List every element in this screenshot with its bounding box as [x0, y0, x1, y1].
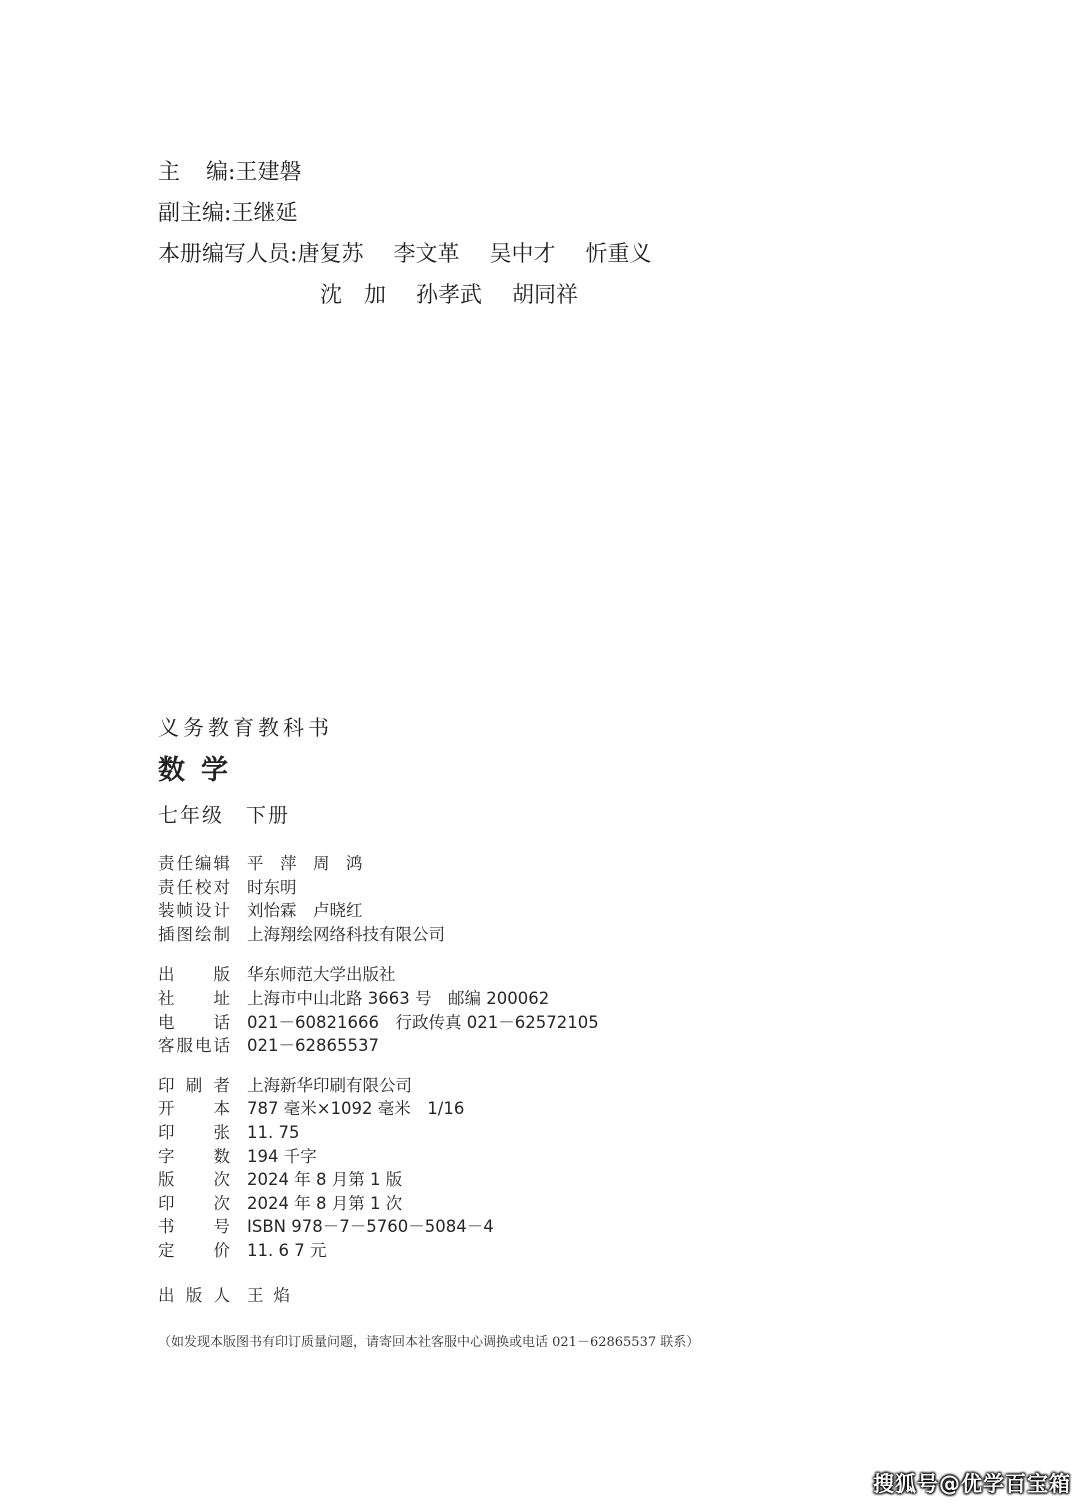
info-value: 2024 年 8 月第 1 版 — [247, 1170, 403, 1190]
watermark: 搜狐号@优学百宝箱 — [873, 1472, 1071, 1496]
writer-name: 沈 加 — [320, 283, 387, 308]
printing-group — [158, 1074, 599, 1263]
info-key: 出版 — [158, 965, 230, 985]
writers-row-2 — [158, 275, 682, 316]
publisher-person-row — [158, 1284, 300, 1308]
writer-name: 唐复苏 — [297, 242, 364, 267]
chief-editor-row — [158, 152, 682, 193]
info-value: 11. 6 7 元 — [247, 1240, 327, 1260]
info-row — [158, 1192, 599, 1216]
info-value: 194 千字 — [247, 1146, 317, 1166]
info-row — [158, 1239, 599, 1263]
info-key: 电话 — [158, 1012, 230, 1032]
info-row — [158, 1168, 599, 1192]
publisher-person-name: 王焰 — [247, 1286, 300, 1305]
writer-name: 孙孝武 — [416, 283, 483, 308]
grade-label: 七年级 — [158, 803, 224, 827]
info-value: 2024 年 8 月第 1 次 — [247, 1193, 403, 1213]
editors-block — [158, 152, 682, 316]
info-row — [158, 899, 599, 923]
publication-info — [158, 852, 599, 1279]
info-value: 上海市中山北路 3663 号 邮编 200062 — [247, 988, 550, 1008]
info-row — [158, 923, 599, 947]
info-value: 时东明 — [247, 877, 297, 897]
info-key: 印次 — [158, 1193, 230, 1213]
info-key: 版次 — [158, 1170, 230, 1190]
info-value: 刘怡霖 卢晓红 — [247, 901, 363, 921]
chief-editor-name: 王建磐 — [235, 160, 302, 185]
info-row — [158, 1121, 599, 1145]
info-row — [158, 1011, 599, 1035]
deputy-editor-sep: : — [224, 201, 232, 226]
chief-editor-sep: : — [228, 160, 236, 185]
publisher-group — [158, 963, 599, 1057]
info-row — [158, 876, 599, 900]
info-key: 社址 — [158, 988, 230, 1008]
info-value: 021－60821666 行政传真 021－62572105 — [247, 1012, 599, 1032]
info-value: 华东师范大学出版社 — [247, 965, 396, 985]
deputy-editor-name: 王继延 — [231, 201, 298, 226]
writer-name: 李文革 — [393, 242, 460, 267]
info-value: 787 毫米×1092 毫米 1/16 — [247, 1099, 465, 1119]
info-row — [158, 1215, 599, 1239]
info-row — [158, 987, 599, 1011]
publisher-person-key: 出版人 — [158, 1286, 230, 1305]
info-key: 责任编辑 — [158, 854, 230, 873]
writer-name: 胡同祥 — [512, 283, 579, 308]
book-title: 数学 — [158, 755, 244, 786]
info-row — [158, 963, 599, 987]
info-value: 上海新华印刷有限公司 — [247, 1075, 412, 1095]
info-value: 平 萍 周 鸿 — [247, 854, 363, 873]
book-grade — [158, 800, 333, 830]
book-series: 义务教育教科书 — [158, 716, 333, 740]
info-key: 装帧设计 — [158, 901, 230, 921]
volume-label: 下册 — [246, 803, 290, 827]
info-key: 插图绘制 — [158, 924, 230, 944]
info-value: 11. 75 — [247, 1122, 300, 1142]
info-row — [158, 1145, 599, 1169]
writer-name: 忻重义 — [585, 242, 652, 267]
info-row — [158, 1097, 599, 1121]
writers-sep: : — [290, 242, 298, 267]
info-value: ISBN 978－7－5760－5084－4 — [247, 1217, 494, 1237]
info-key: 开本 — [158, 1099, 230, 1119]
info-key: 印张 — [158, 1122, 230, 1142]
writers-label: 本册编写人员 — [158, 242, 291, 267]
info-key: 字数 — [158, 1146, 230, 1166]
info-value: 021－62865537 — [247, 1036, 379, 1056]
writers-row-1 — [158, 234, 682, 275]
info-key: 书号 — [158, 1217, 230, 1237]
chief-editor-label: 主 编 — [158, 160, 229, 185]
info-value: 上海翔绘网络科技有限公司 — [247, 924, 445, 944]
info-key: 印刷者 — [158, 1075, 230, 1095]
info-key: 定价 — [158, 1240, 230, 1260]
staff-group — [158, 852, 599, 946]
info-row — [158, 852, 599, 876]
info-key: 客服电话 — [158, 1036, 230, 1056]
writer-name: 吴中才 — [489, 242, 556, 267]
info-row — [158, 1074, 599, 1098]
deputy-editor-row — [158, 193, 682, 234]
quality-note: （如发现本版图书有印订质量问题，请寄回本社客服中心调换或电话 021－62865537 联系） — [158, 1335, 700, 1350]
deputy-editor-label: 副主编 — [158, 201, 225, 226]
info-row — [158, 1034, 599, 1058]
info-key: 责任校对 — [158, 877, 230, 897]
book-title-block — [158, 712, 333, 830]
